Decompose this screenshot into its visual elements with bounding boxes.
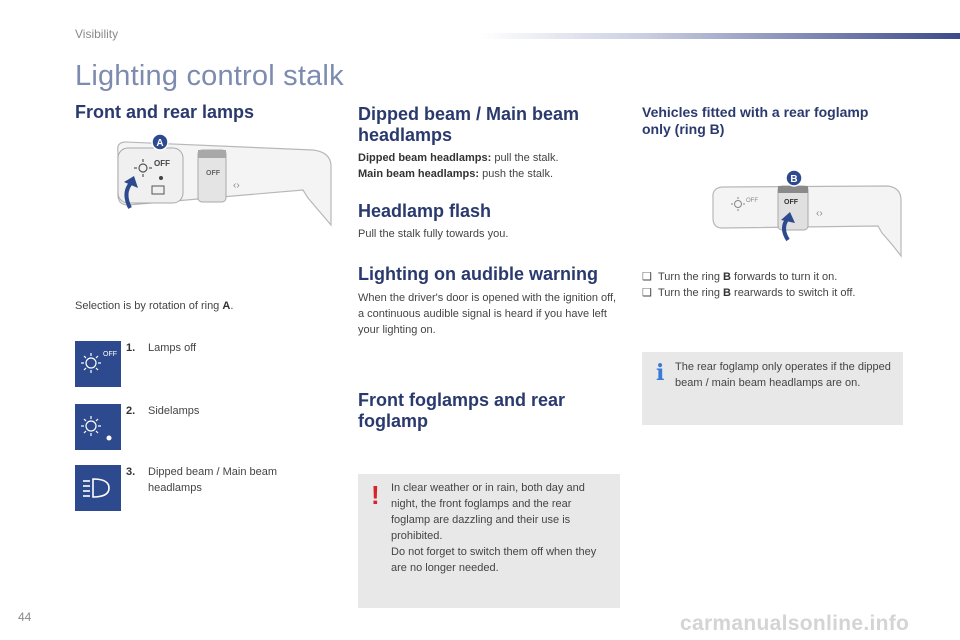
svg-text:OFF: OFF [103, 351, 117, 358]
dipped-main-heading: Dipped beam / Main beam headlamps [358, 104, 580, 145]
header-gradient-bar [480, 33, 960, 39]
vehicles-rear-foglamp-heading: Vehicles fitted with a rear foglamp only (ring B) [642, 104, 869, 137]
item-1-number: 1. [126, 342, 136, 354]
checkbox-bullet-icon: ❑ [642, 287, 652, 299]
page-title: Lighting control stalk [75, 60, 344, 92]
item-2-label: Sidelamps [148, 405, 200, 417]
stalk-off-label-2: OFF [206, 170, 220, 177]
watermark: carmanualsonline.info [680, 612, 910, 635]
svg-text:‹›: ‹› [233, 180, 240, 191]
headlamp-icon [75, 465, 121, 511]
svg-text:‹›: ‹› [816, 208, 823, 219]
item-2-number: 2. [126, 405, 136, 417]
warning-text: In clear weather or in rain, both day and night, the front foglamps and the rear foglamp are dazzling and their use is prohibited. Do not forget to switch them off when they are no longer needed. [391, 482, 597, 574]
stalk-ring-a-illustration [108, 130, 338, 230]
item-1-label: Lamps off [148, 342, 197, 354]
item-3-number: 3. [126, 466, 136, 478]
selection-instruction: Selection is by rotation of ring A. [75, 300, 234, 312]
warning-exclamation-icon: ! [371, 480, 380, 510]
front-rear-heading: Front and rear lamps [75, 102, 255, 122]
list-item: ❑ Turn the ring B rearwards to switch it off. [642, 287, 856, 299]
sidelamps-icon [75, 404, 121, 450]
callout-b-label: B [790, 174, 798, 185]
item-3-label: Dipped beam / Main beam headlamps [148, 466, 278, 494]
info-icon: i [656, 360, 665, 386]
callout-a-label: A [156, 138, 164, 149]
headlamp-flash-heading: Headlamp flash [358, 201, 492, 221]
headlamp-flash-text: Pull the stalk fully towards you. [358, 228, 509, 240]
dipped-main-instructions: Dipped beam headlamps: pull the stalk. Main beam headlamps: push the stalk. [358, 152, 559, 180]
ring-b-instructions [642, 269, 902, 301]
stalk-b-off-label-2: OFF [784, 199, 798, 206]
stalk-ring-b-illustration [708, 168, 908, 258]
stalk-b-off-label: OFF [746, 198, 758, 204]
foglamps-heading: Front foglamps and rear foglamp [358, 390, 566, 431]
checkbox-bullet-icon: ❑ [642, 271, 652, 283]
page-number: 44 [18, 610, 32, 624]
stalk-off-label: OFF [154, 159, 170, 168]
list-item: ❑ Turn the ring B forwards to turn it on. [642, 271, 838, 283]
audible-warning-text: When the driver's door is opened with the ignition off, a continuous audible signal is heard if you have left your lighting on. [358, 292, 617, 336]
audible-warning-heading: Lighting on audible warning [358, 264, 598, 284]
lamps-off-icon [75, 341, 121, 387]
section-label: Visibility [75, 27, 119, 41]
info-text: The rear foglamp only operates if the dipped beam / main beam headlamps are on. [675, 361, 891, 389]
